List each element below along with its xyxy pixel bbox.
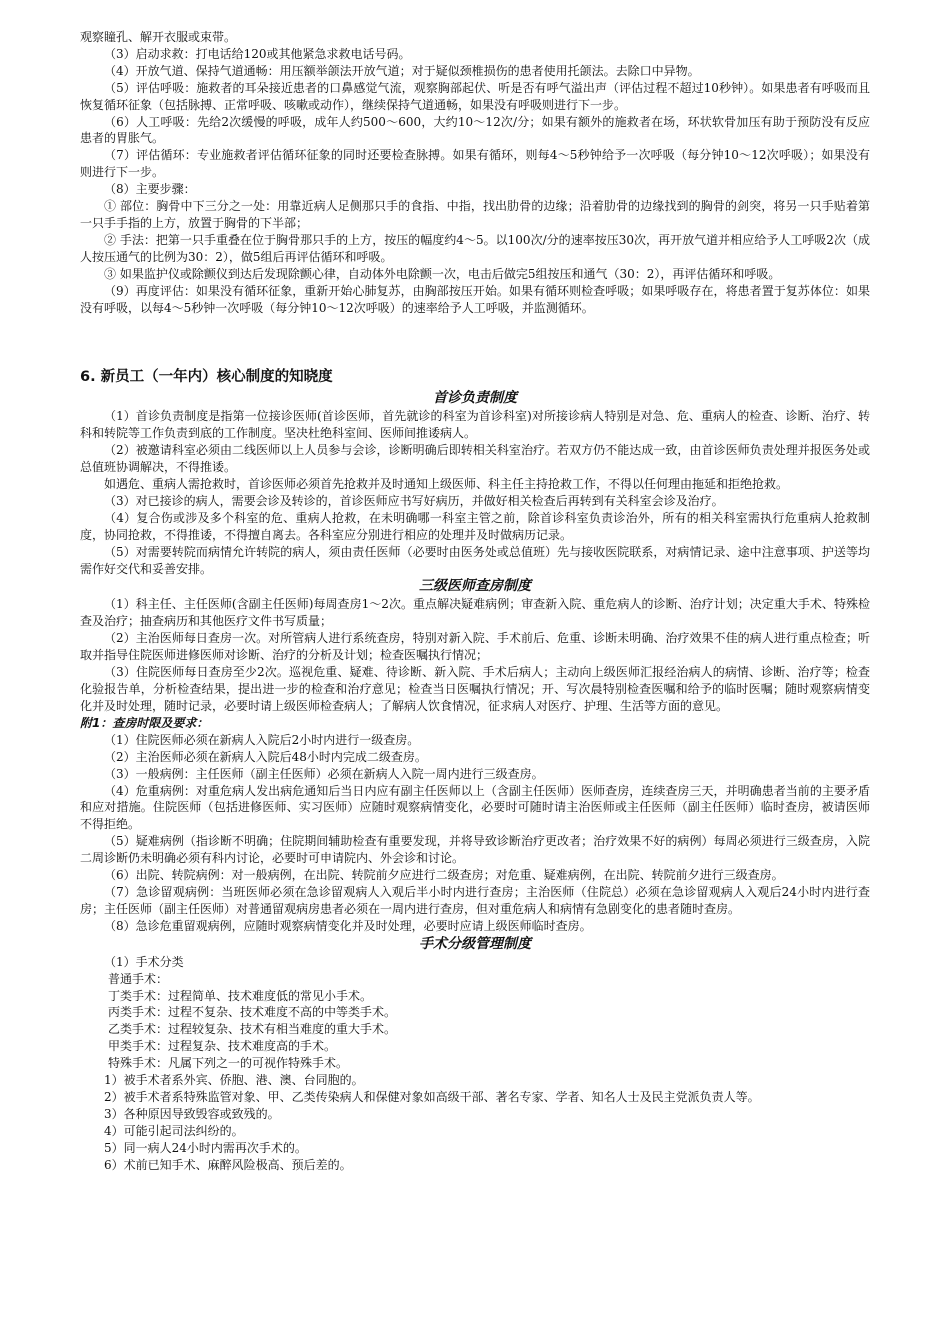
surgery-special-item: 1）被手术者系外宾、侨胞、港、澳、台同胞的。 <box>104 1073 364 1088</box>
paragraph-first-visit-2b: 如遇危、重病人需抢救时，首诊医师必须首先抢救并及时通知上级医师、科主任主持抢救工作，不得以任何理由拖延和拒绝抢救。 <box>104 477 789 492</box>
surgery-special: 特殊手术：凡属下列之一的可视作特殊手术。 <box>108 1056 349 1071</box>
paragraph-assess-breathing: （5）评估呼吸：施救者的耳朵接近患者的口鼻感觉气流，观察胸部起伏、听是否有呼气溢出声（评估过程不超过10秒钟）。如果患者有呼吸而且恢复循环征象（包括脉搏、正常呼吸、咳嗽或动作），继续保持气道通畅，如果没有呼吸则进行下一步。 <box>80 80 870 112</box>
annex-title: 附1：查房时限及要求： <box>80 715 209 730</box>
paragraph-main-steps: （8）主要步骤： <box>104 182 196 197</box>
paragraph-open-airway: （4）开放气道、保持气道通畅：用压额举颌法开放气道；对于疑似颈椎损伤的患者使用托颌法。去除口中异物。 <box>104 63 700 78</box>
subsection-title-first-visit: 首诊负责制度 <box>433 390 517 407</box>
paragraph-call-help: （3）启动求救：打电话给120或其他紧急求救电话号码。 <box>104 46 411 61</box>
section-spacer <box>80 316 870 367</box>
annex-item: （6）出院、转院病例：对一般病例，在出院、转院前夕应进行二级查房；对危重、疑难病例，在出院、转院前夕进行三级查房。 <box>104 868 784 883</box>
annex-item: （7）急诊留观病例：当班医师必须在急诊留观病人入观后半小时内进行查房；主治医师（住院总）必须在急诊留观病人入观后24小时内进行查房；主任医师（副主任医师）对普通留观病房患者必须在一周内进行查房，但对重危病人和病情有急剧变化的患者随时查房。 <box>80 884 870 916</box>
paragraph-three-level-1: （1）科主任、主任医师(含副主任医师)每周查房1～2次。重点解决疑难病例；审查新入院、重危病人的诊断、治疗计划；决定重大手术、特殊检查及治疗；抽查病历和其他医疗文件书写质量； <box>80 597 870 629</box>
paragraph-first-visit-3: （3）对已接诊的病人，需要会诊及转诊的，首诊医师应书写好病历，并做好相关检查后再转到有关科室会诊及治疗。 <box>104 493 724 508</box>
paragraph-step-position: ① 部位：胸骨中下三分之一处：用靠近病人足侧那只手的食指、中指，找出肋骨的边缘；沿着肋骨的边缘找到的胸骨的剑突，将另一只手贴着第一只手手指的上方，放置于胸骨的下半部； <box>80 199 870 230</box>
paragraph-three-level-2: （2）主治医师每日查房一次。对所管病人进行系统查房，特别对新入院、手术前后、危重、诊断未明确、治疗效果不佳的病人进行重点检查；听取并指导住院医师进修医师对诊断、治疗的分析及计划；检查医嘱执行情况； <box>80 631 870 663</box>
paragraph-first-visit-4: （4）复合伤或涉及多个科室的危、重病人抢救，在未明确哪一科室主管之前，除首诊科室负责诊治外，所有的相关科室需执行危重病人抢救制度，协同抢救，不得推诿，不得擅自离去。各科室应分别进行相应的处理并及时做病历记录。 <box>80 510 870 542</box>
paragraph-step-technique: ② 手法：把第一只手重叠在位于胸骨那只手的上方，按压的幅度约4～5。以100次/分的速率按压30次，再开放气道并相应给予人工呼吸2次（成人按压通气的比例为30：2），做5组后再评估循环和呼吸。 <box>80 232 870 264</box>
annex-item: （4）危重病例：对重危病人发出病危通知后当日内应有副主任医师以上（含副主任医师）医师查房，连续查房三天，并明确患者当前的主要矛盾和应对措施。住院医师（包括进修医师、实习医师）应随时观察病情变化，必要时可随时请主治医师或主任医师（副主任医师）临时查房，被请医师不得拒绝。 <box>80 783 870 832</box>
annex-item: （5）疑难病例（指诊断不明确；住院期间辅助检查有重要发现，并将导致诊断治疗更改者；治疗效果不好的病例）每周必须进行三级查房，入院二周诊断仍未明确必须有科内讨论，必要时可申请院内、外会诊和讨论。 <box>80 834 870 866</box>
surgery-special-item: 6）术前已知手术、麻醉风险极高、预后差的。 <box>104 1157 352 1172</box>
paragraph-step-defibrillation: ③ 如果监护仪或除颤仪到达后发现除颤心律，自动体外电除颤一次，电击后做完5组按压和通气（30：2），再评估循环和呼吸。 <box>104 266 781 281</box>
surgery-special-item: 2）被手术者系特殊监管对象、甲、乙类传染病人和保健对象如高级干部、著名专家、学者、知名人士及民主党派负责人等。 <box>104 1089 760 1104</box>
paragraph-assess-circulation: （7）评估循环：专业施救者评估循环征象的同时还要检查脉搏。如果有循环，则每4～5秒钟给予一次呼吸（每分钟10～12次呼吸）；如果没有则进行下一步。 <box>80 148 870 180</box>
paragraph-surgery-classification: （1）手术分类 <box>104 954 184 969</box>
section-heading: 6. 新员工（一年内）核心制度的知晓度 <box>80 369 333 386</box>
annex-item: （2）主治医师必须在新病人入院后48小时内完成二级查房。 <box>104 749 427 764</box>
paragraph-first-visit-1: （1）首诊负责制度是指第一位接诊医师(首诊医师，首先就诊的科室为首诊科室)对所接诊病人特别是对急、危、重病人的检查、诊断、治疗、转科和转院等工作负责到底的工作制度。坚决杜绝科室间、医师间推诿病人。 <box>80 409 870 441</box>
paragraph-first-visit-5: （5）对需要转院而病情允许转院的病人，须由责任医师（必要时由医务处或总值班）先与接收医院联系，对病情记录、途中注意事项、护送等均需作好交代和妥善安排。 <box>80 544 870 576</box>
subsection-title-three-level: 三级医师查房制度 <box>419 578 531 595</box>
paragraph-rescue-breathing: （6）人工呼吸：先给2次缓慢的呼吸，成年人约500～600，大约10～12次/分；如果有额外的施救者在场，环状软骨加压有助于预防没有反应患者的胃胀气。 <box>80 114 870 146</box>
subsection-title-surgery: 手术分级管理制度 <box>419 935 531 952</box>
surgery-class-d: 丁类手术：过程简单、技术难度低的常见小手术。 <box>108 988 373 1003</box>
surgery-general-title: 普通手术： <box>108 971 169 986</box>
paragraph-observe: 观察瞳孔、解开衣服或束带。 <box>80 30 237 44</box>
annex-item: （3）一般病例：主任医师（副主任医师）必须在新病人入院一周内进行三级查房。 <box>104 766 544 781</box>
paragraph-reassess: （9）再度评估：如果没有循环征象，重新开始心肺复苏，由胸部按压开始。如果有循环则检查呼吸；如果呼吸存在，将患者置于复苏体位：如果没有呼吸，以每4～5秒钟一次呼吸（每分钟10～12次呼吸）的速率给予人工呼吸，并监测循环。 <box>80 283 870 315</box>
surgery-class-c: 丙类手术：过程不复杂、技术难度不高的中等类手术。 <box>108 1005 397 1020</box>
paragraph-three-level-3: （3）住院医师每日查房至少2次。巡视危重、疑难、待诊断、新入院、手术后病人；主动向上级医师汇报经治病人的病情、诊断、治疗等；检查化验报告单，分析检查结果，提出进一步的检查和治疗意见；检查当日医嘱执行情况；开、写次晨特别检查医嘱和给予的临时医嘱；随时观察病情变化并及时处理，随时记录，必要时请上级医师检查病人；了解病人饮食情况，征求病人对医疗、护理、生活等方面的意见。 <box>80 665 870 713</box>
annex-item: （1）住院医师必须在新病人入院后2小时内进行一级查房。 <box>104 732 420 747</box>
surgery-class-b: 乙类手术：过程较复杂、技术有相当难度的重大手术。 <box>108 1022 397 1037</box>
surgery-special-item: 5）同一病人24小时内需再次手术的。 <box>104 1140 307 1155</box>
annex-item: （8）急诊危重留观病例，应随时观察病情变化并及时处理，必要时应请上级医师临时查房。 <box>104 918 592 933</box>
surgery-special-item: 4）可能引起司法纠纷的。 <box>104 1123 244 1138</box>
surgery-special-item: 3）各种原因导致毁容或致残的。 <box>104 1106 280 1121</box>
surgery-class-a: 甲类手术：过程复杂、技术难度高的手术。 <box>108 1039 337 1054</box>
paragraph-first-visit-2: （2）被邀请科室必须由二线医师以上人员参与会诊，诊断明确后即转相关科室治疗。若双方仍不能达成一致，由首诊医师负责处理并报医务处或总值班协调解决，不得推诿。 <box>80 443 870 475</box>
